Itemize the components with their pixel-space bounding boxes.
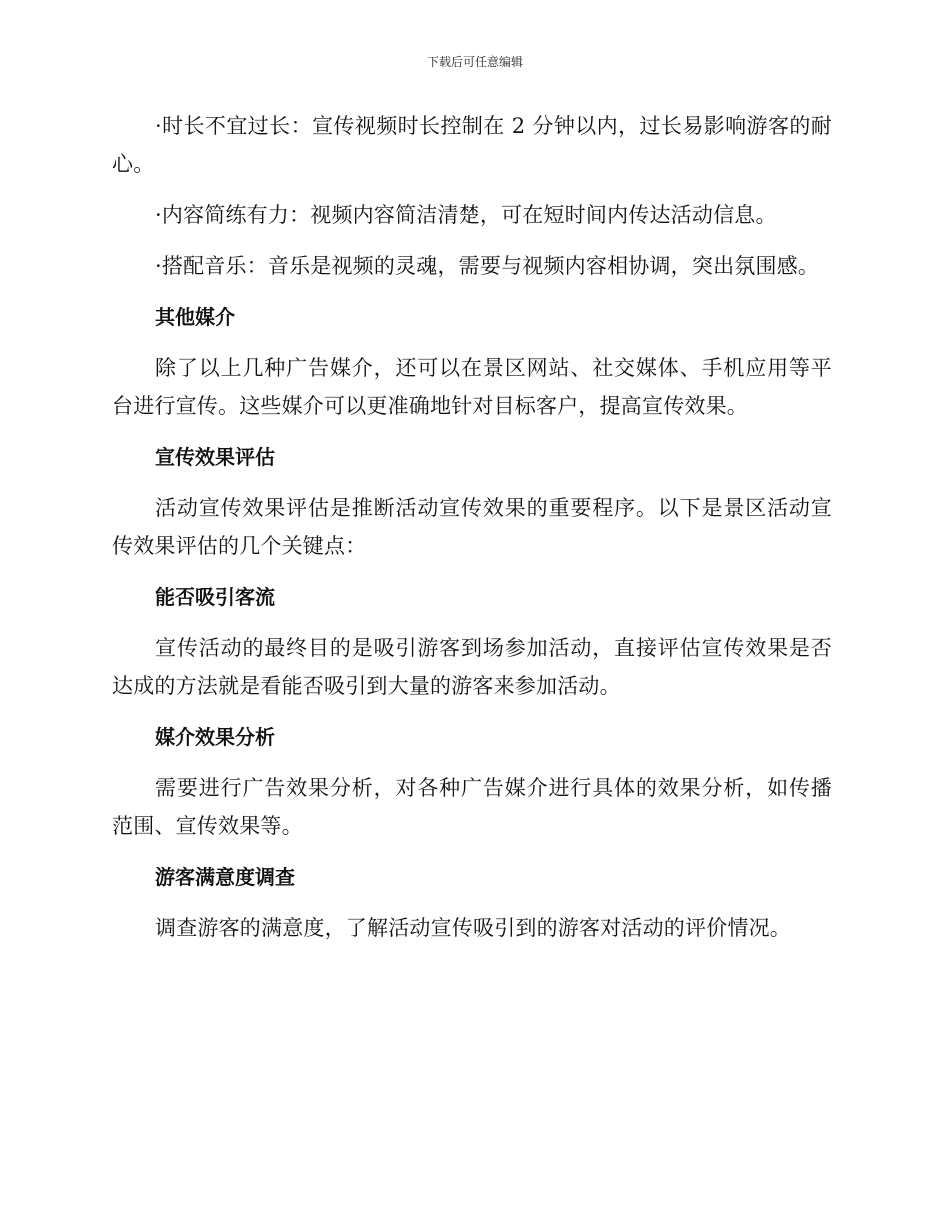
heading-effect-evaluation: 宣传效果评估 <box>155 445 275 469</box>
heading-other-media: 其他媒介 <box>155 305 235 329</box>
paragraph-media-analysis: 需要进行广告效果分析，对各种广告媒介进行具体的效果分析，如传播范围、宣传效果等。 <box>112 776 832 838</box>
page-header: 下载后可任意编辑 <box>426 55 523 69</box>
paragraph-other-media: 除了以上几种广告媒介，还可以在景区网站、社交媒体、手机应用等平台进行宣传。这些媒介可以更准确地针对目标客户，提高宣传效果。 <box>112 356 832 418</box>
bullet-duration: ·时长不宜过长：宣传视频时长控制在 2 分钟以内，过长易影响游客的耐心。 <box>112 114 832 176</box>
paragraph-satisfaction-survey: 调查游客的满意度，了解活动宣传吸引到的游客对活动的评价情况。 <box>155 916 791 940</box>
document-body <box>112 107 832 960</box>
bullet-content: ·内容简练有力：视频内容简洁清楚，可在短时间内传达活动信息。 <box>155 203 777 227</box>
bullet-music: ·搭配音乐：音乐是视频的灵魂，需要与视频内容相协调，突出氛围感。 <box>155 254 820 278</box>
heading-media-analysis: 媒介效果分析 <box>155 725 275 749</box>
paragraph-effect-evaluation: 活动宣传效果评估是推断活动宣传效果的重要程序。以下是景区活动宣传效果评估的几个关键点： <box>112 496 832 558</box>
heading-satisfaction-survey: 游客满意度调查 <box>155 865 295 889</box>
paragraph-attract-visitors: 宣传活动的最终目的是吸引游客到场参加活动，直接评估宣传效果是否达成的方法就是看能否吸引到大量的游客来参加活动。 <box>112 636 832 698</box>
heading-attract-visitors: 能否吸引客流 <box>155 585 275 609</box>
